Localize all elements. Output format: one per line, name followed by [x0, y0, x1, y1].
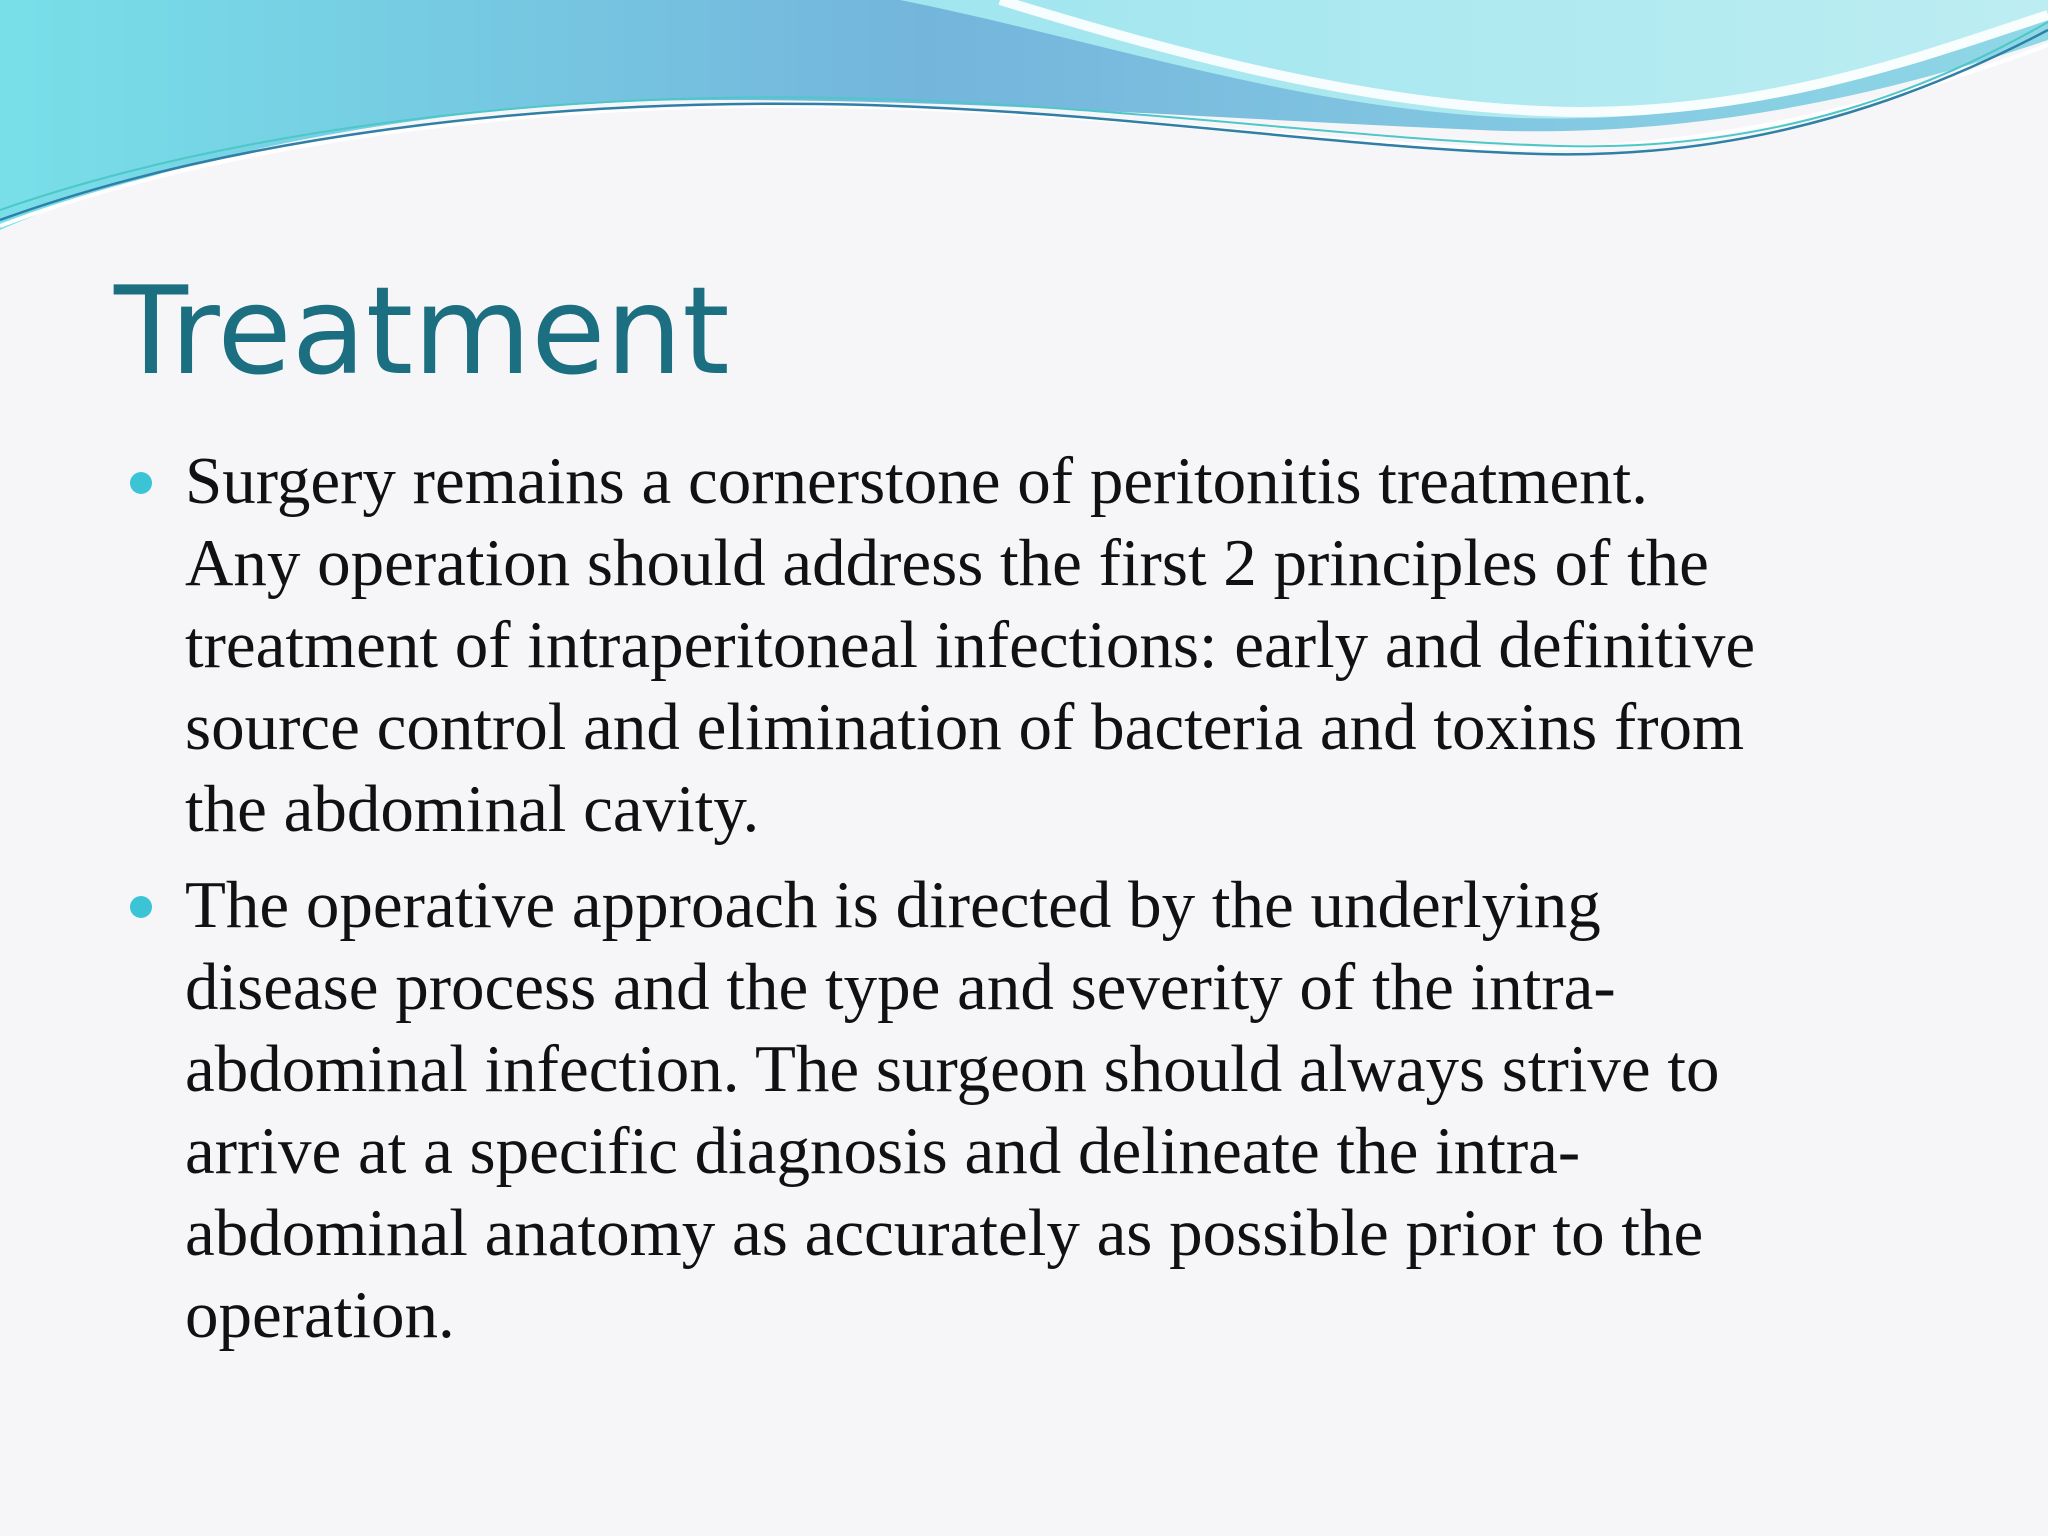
- slide-title: Treatment: [114, 261, 730, 402]
- bullet-text-line: arrive at a specific diagnosis and delineate the intra-: [185, 1114, 1581, 1188]
- bullet-text-line: Surgery remains a cornerstone of peritonitis treatment.: [185, 444, 1649, 518]
- bullet-text-line: disease process and the type and severity of the intra-: [185, 950, 1616, 1024]
- bullet-item-surgery: [127, 440, 2027, 850]
- bullet-dot-icon: [130, 896, 152, 918]
- bullet-text-line: Any operation should address the first 2 principles of the: [185, 526, 1709, 600]
- bullet-text-line: the abdominal cavity.: [185, 772, 760, 846]
- bullet-text-line: treatment of intraperitoneal infections: early and definitive: [185, 608, 1756, 682]
- bullet-item-operative-approach: [127, 864, 2027, 1356]
- bullet-text-line: source control and elimination of bacteria and toxins from: [185, 690, 1745, 764]
- bullet-text-line: abdominal anatomy as accurately as possible prior to the: [185, 1196, 1704, 1270]
- header-wave-decoration: [0, 0, 2048, 240]
- bullet-dot-icon: [130, 472, 152, 494]
- bullet-text-line: operation.: [185, 1278, 455, 1352]
- bullet-text-line: abdominal infection. The surgeon should always strive to: [185, 1032, 1720, 1106]
- bullet-list: [127, 440, 2027, 1370]
- bullet-text-line: The operative approach is directed by the underlying: [185, 868, 1601, 942]
